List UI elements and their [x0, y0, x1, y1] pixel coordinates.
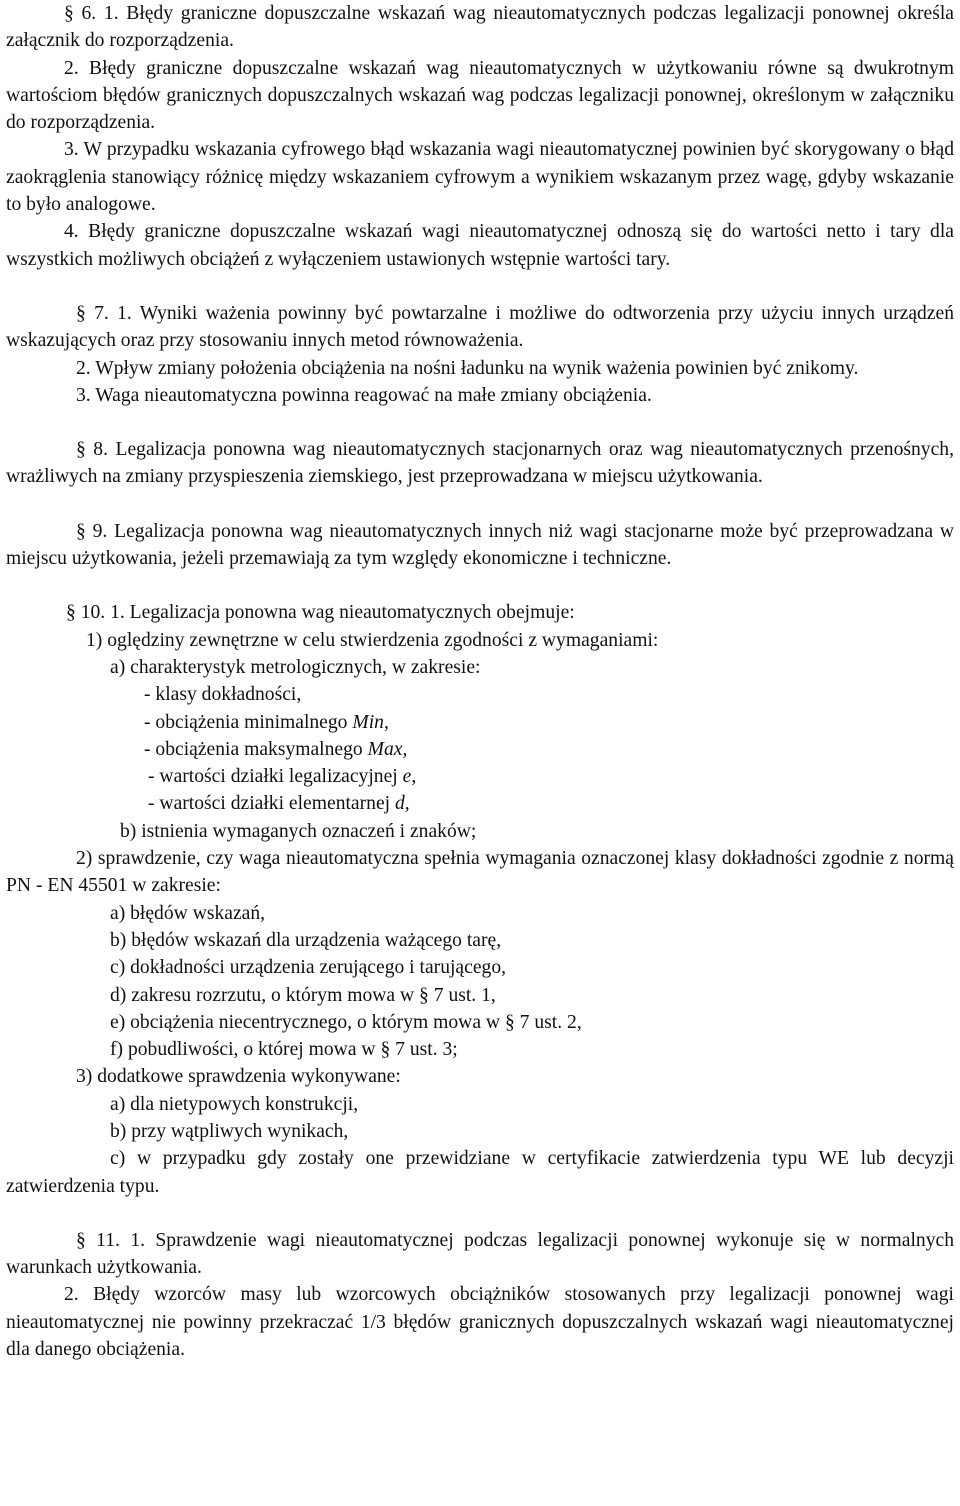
- sec10-item3c: c) w przypadku gdy zostały one przewidziane w certyfikacie zatwierdzenia typu WE lub decyzji zatwierdzenia typu.: [6, 1148, 954, 1197]
- sec7-para2: 2. Wpływ zmiany położenia obciążenia na nośni ładunku na wynik ważenia powinien być znikomy.: [76, 357, 859, 379]
- sec10-item2b: b) błędów wskazań dla urządzenia ważącego tarę,: [110, 929, 502, 951]
- sec11-para2: 2. Błędy wzorców masy lub wzorcowych obciążników stosowanych przy legalizacji ponownej wagi nieautomatycznej nie powinny przekraczać 1/3 błędów granicznych dopuszczalnych wskazań wagi nieautomatycznej dla danego obciążenia.: [6, 1284, 954, 1361]
- spacer: [6, 572, 954, 599]
- spacer: [6, 1200, 954, 1227]
- sec10-dash4: - wartości działki legalizacyjnej e,: [148, 766, 417, 788]
- sec10-item2e: e) obciążenia niecentrycznego, o którym mowa w § 7 ust. 2,: [110, 1011, 582, 1033]
- sec10-item2: 2) sprawdzenie, czy waga nieautomatyczna spełnia wymagania oznaczonej klasy dokładności zgodnie z normą PN - EN 45501 w zakresie:: [6, 848, 954, 897]
- sec10-intro: § 10. 1. Legalizacja ponowna wag nieautomatycznych obejmuje:: [66, 602, 575, 624]
- sec9-para1: § 9. Legalizacja ponowna wag nieautomatycznych innych niż wagi stacjonarne może być przeprowadzana w miejscu użytkowania, jeżeli przemawiają za tym względy ekonomiczne i techniczne.: [6, 520, 954, 570]
- sec7-para1: § 7. 1. Wyniki ważenia powinny być powtarzalne i możliwe do odtworzenia przy użyciu innych urządzeń wskazujących oraz przy stosowaniu innych metod równoważenia.: [6, 302, 954, 352]
- sec10-item1b: b) istnienia wymaganych oznaczeń i znaków;: [120, 820, 477, 842]
- sec10-item3b: b) przy wątpliwych wynikach,: [110, 1120, 349, 1142]
- sec10-dash1: - klasy dokładności,: [144, 684, 302, 706]
- sec11-para1: § 11. 1. Sprawdzenie wagi nieautomatycznej podczas legalizacji ponownej wykonuje się w normalnych warunkach użytkowania.: [6, 1229, 954, 1279]
- sec10-dash3: - obciążenia maksymalnego Max,: [144, 738, 408, 760]
- spacer: [6, 273, 954, 300]
- sec6-para4: 4. Błędy graniczne dopuszczalne wskazań wagi nieautomatycznej odnoszą się do wartości netto i tary dla wszystkich możliwych obciążeń z wyłączeniem ustawionych wstępnie wartości tary.: [6, 221, 954, 270]
- sec10-dash5: - wartości działki elementarnej d,: [148, 793, 410, 815]
- sec10-item3a: a) dla nietypowych konstrukcji,: [110, 1093, 359, 1115]
- sec6-para2: 2. Błędy graniczne dopuszczalne wskazań wag nieautomatycznych w użytkowaniu równe są dwukrotnym wartościom błędów granicznych dopuszczalnych wskazań wag podczas legalizacji ponownej, określonym w załączniku do rozporządzenia.: [6, 57, 954, 134]
- sec10-item2d: d) zakresu rozrzutu, o którym mowa w § 7 ust. 1,: [110, 984, 496, 1006]
- spacer: [6, 409, 954, 436]
- sec6-para3: 3. W przypadku wskazania cyfrowego błąd wskazania wagi nieautomatycznej powinien być skorygowany o błąd zaokrąglenia stanowiący różnicę między wskazaniem cyfrowym a wynikiem wskazanym przez wagę, gdyby wskazanie to było analogowe.: [6, 139, 954, 216]
- sec6-para1: § 6. 1. Błędy graniczne dopuszczalne wskazań wag nieautomatycznych podczas legalizacji ponownej określa załącznik do rozporządzenia.: [6, 3, 954, 52]
- sec10-dash2: - obciążenia minimalnego Min,: [144, 711, 389, 733]
- sec10-item2c: c) dokładności urządzenia zerującego i tarującego,: [110, 957, 507, 979]
- sec10-item2f: f) pobudliwości, o której mowa w § 7 ust. 3;: [110, 1039, 458, 1061]
- sec10-item3: 3) dodatkowe sprawdzenia wykonywane:: [76, 1066, 401, 1088]
- sec7-para3: 3. Waga nieautomatyczna powinna reagować na małe zmiany obciążenia.: [76, 384, 652, 406]
- sec10-item2a: a) błędów wskazań,: [110, 902, 266, 924]
- sec10-item1: 1) oględziny zewnętrzne w celu stwierdzenia zgodności z wymaganiami:: [86, 629, 659, 651]
- sec10-item1a: a) charakterystyk metrologicznych, w zakresie:: [110, 656, 481, 678]
- spacer: [6, 491, 954, 518]
- sec8-para1: § 8. Legalizacja ponowna wag nieautomatycznych stacjonarnych oraz wag nieautomatycznych przenośnych, wrażliwych na zmiany przyspieszenia ziemskiego, jest przeprowadzana w miejscu użytkowania.: [6, 439, 954, 488]
